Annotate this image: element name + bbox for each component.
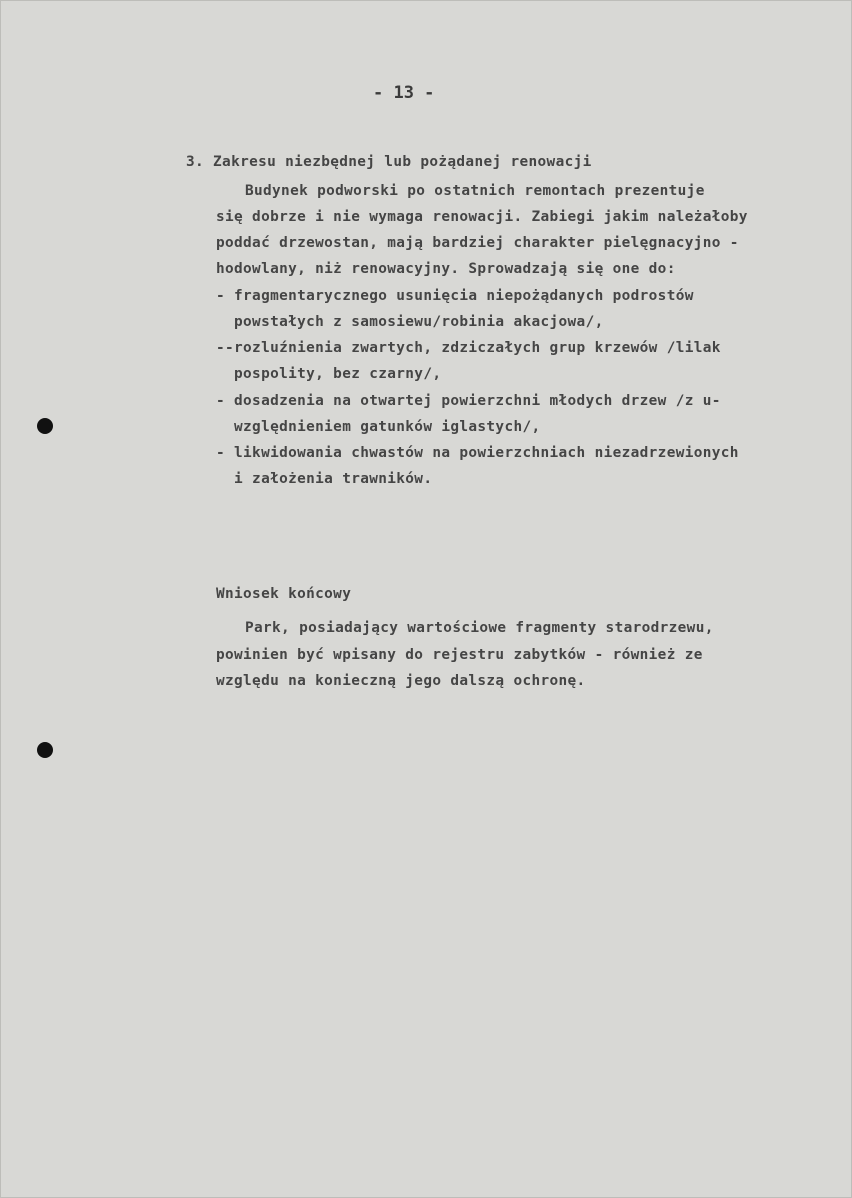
list-item-line: - dosadzenia na otwartej powierzchni młodych drzew /z u- [216,393,721,409]
conclusion-heading: Wniosek końcowy [216,586,352,602]
list-item-line: i założenia trawników. [216,471,433,487]
list-item-line: względnieniem gatunków iglastych/, [216,419,541,435]
punch-hole [37,418,53,434]
list-item-line: --rozluźnienia zwartych, zdziczałych grup krzewów /lilak [216,340,721,356]
list-item-line: powstałych z samosiewu/robinia akacjowa/, [216,314,604,330]
paragraph-line: się dobrze i nie wymaga renowacji. Zabiegi jakim należałoby [216,209,748,225]
paragraph-line: Budynek podworski po ostatnich remontach prezentuje [245,183,705,199]
paragraph-line: poddać drzewostan, mają bardziej charakter pielęgnacyjno - [216,235,739,251]
conclusion-line: powinien być wpisany do rejestru zabytków - również ze [216,647,703,663]
list-item-line: pospolity, bez czarny/, [216,366,442,382]
section-heading: 3. Zakresu niezbędnej lub pożądanej renowacji [186,154,592,170]
conclusion-line: Park, posiadający wartościowe fragmenty starodrzewu, [245,620,714,636]
page-number: - 13 - [373,83,435,103]
list-item-line: - fragmentarycznego usunięcia niepożądanych podrostów [216,288,694,304]
punch-hole [37,742,53,758]
list-item-line: - likwidowania chwastów na powierzchniach niezadrzewionych [216,445,739,461]
conclusion-line: względu na konieczną jego dalszą ochronę. [216,673,586,689]
paragraph-line: hodowlany, niż renowacyjny. Sprowadzają się one do: [216,261,676,277]
